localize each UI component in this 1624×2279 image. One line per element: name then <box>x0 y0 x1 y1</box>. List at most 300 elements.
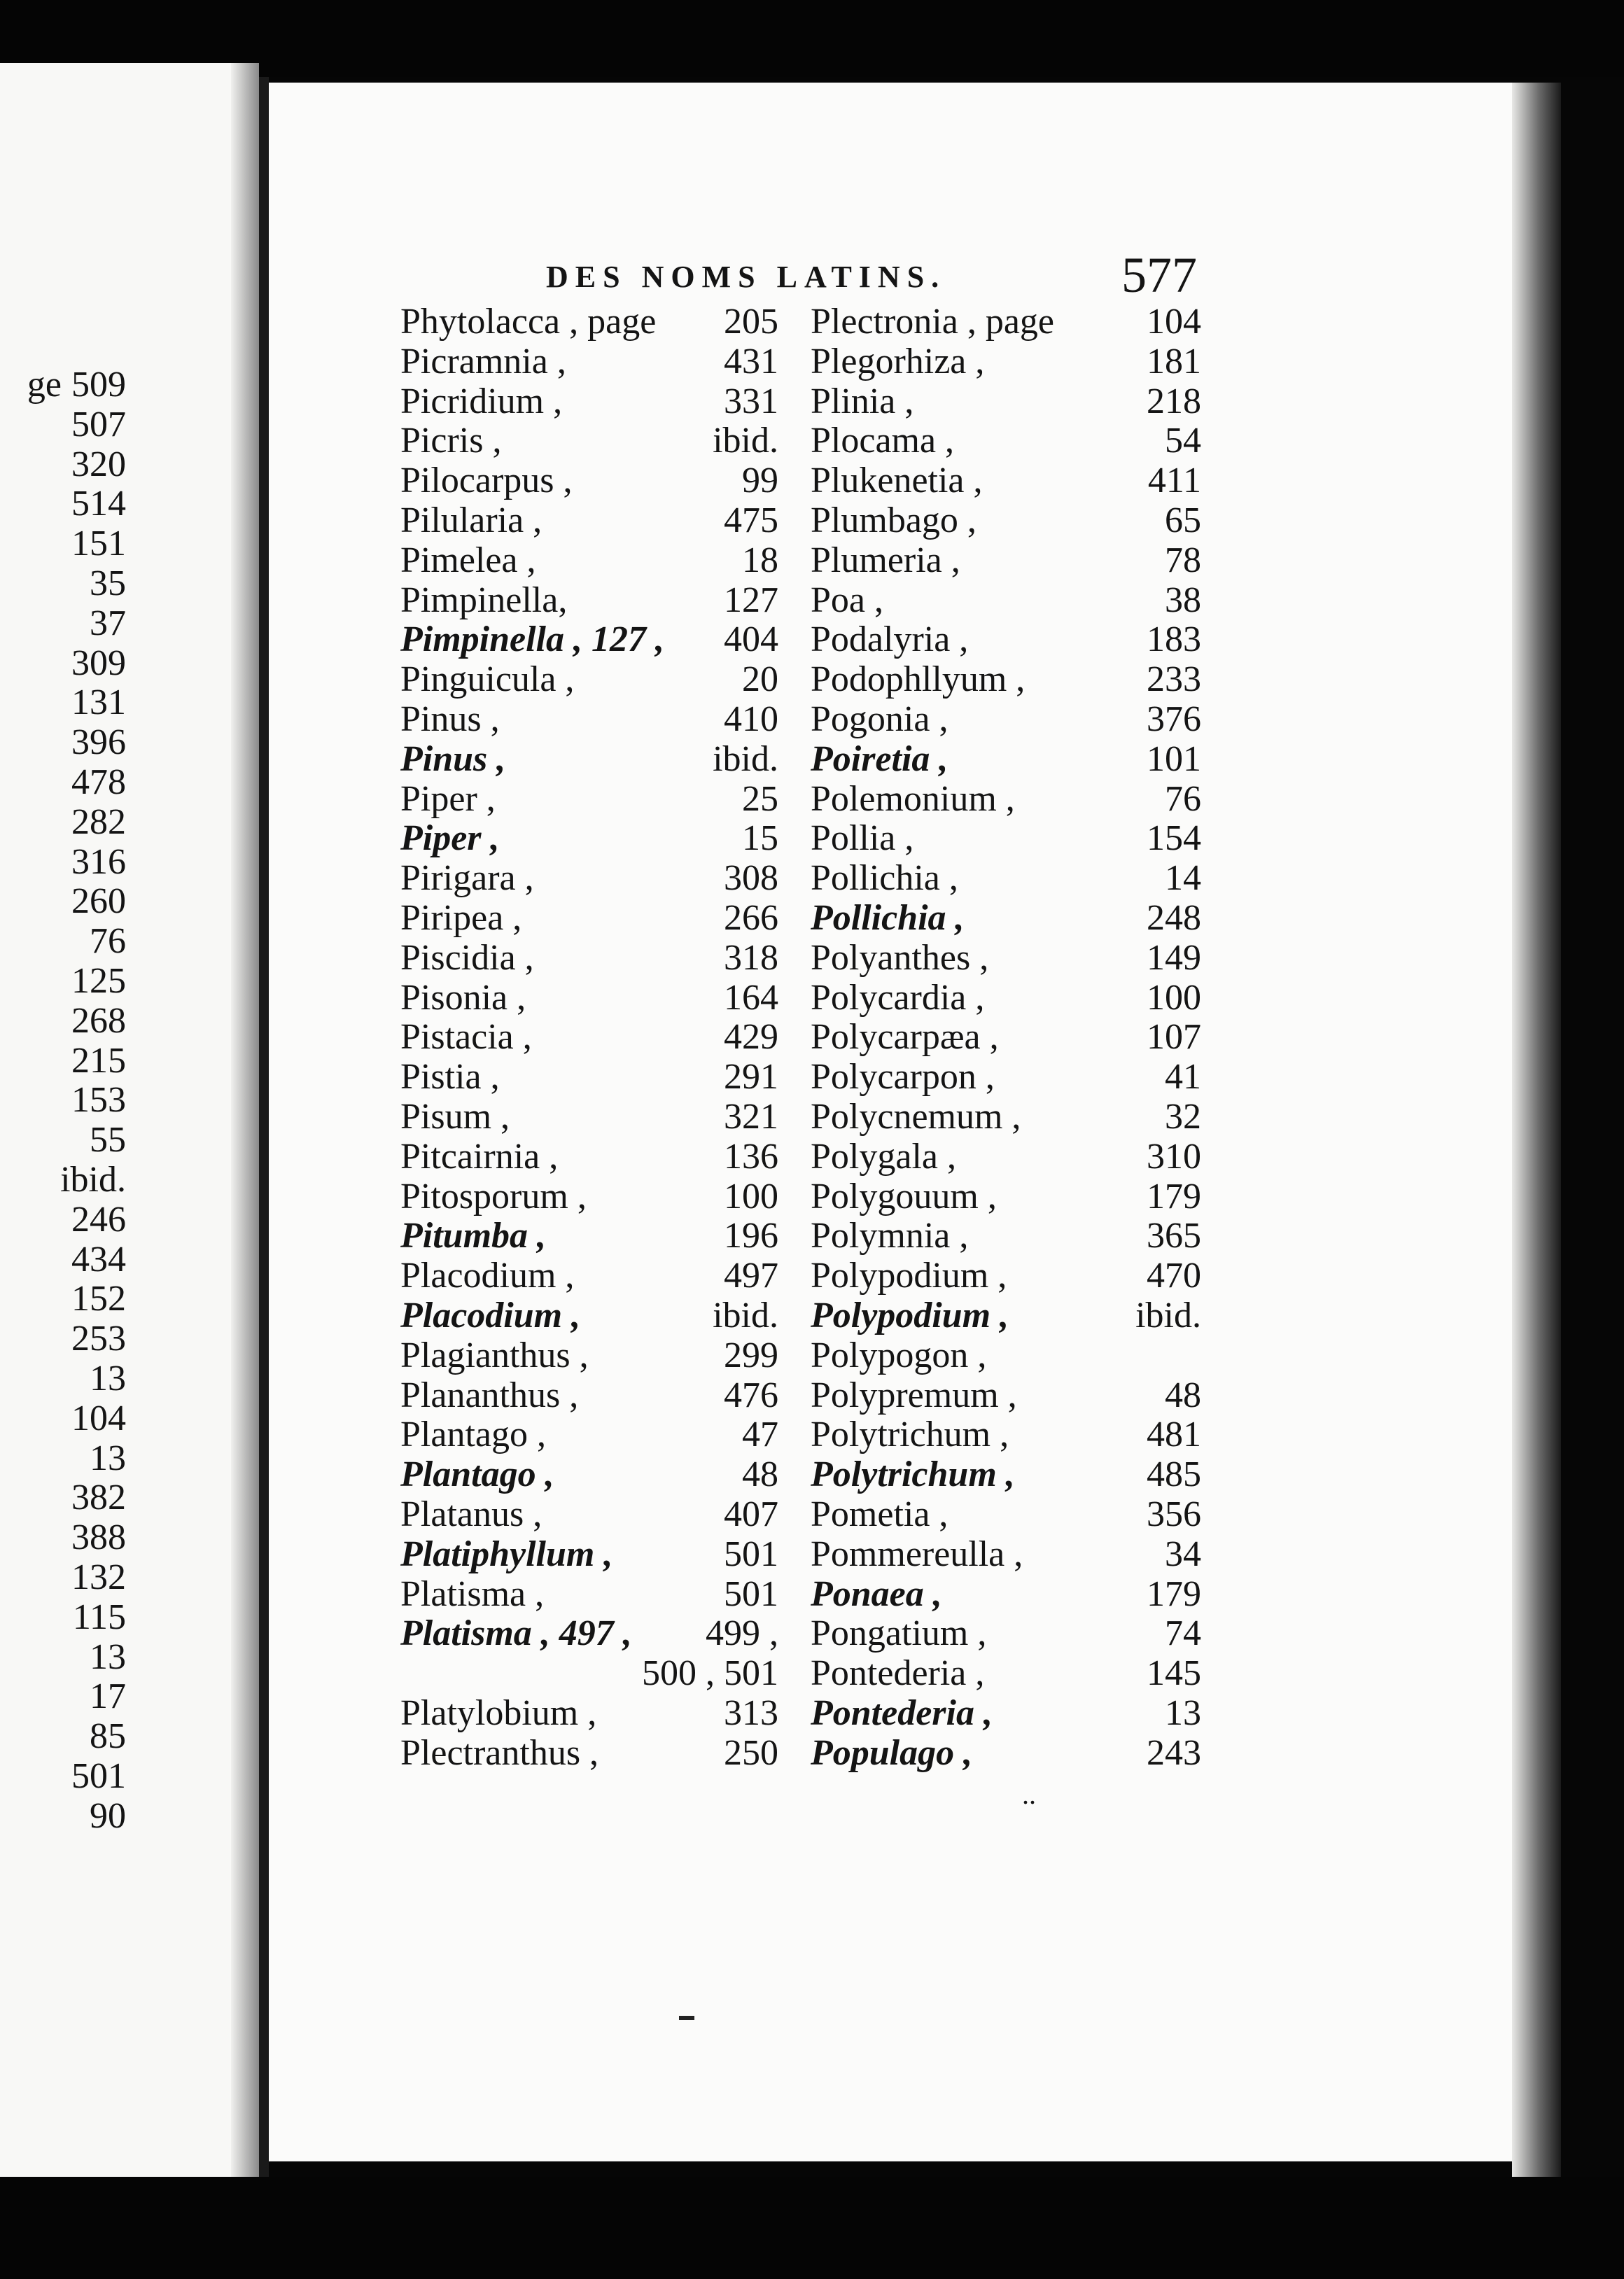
index-entry <box>400 1376 778 1416</box>
page-reference: 233 <box>1147 659 1201 700</box>
left-page-ref: 152 <box>71 1279 126 1319</box>
page-reference: 32 <box>1165 1096 1201 1137</box>
index-entry <box>811 979 1201 1018</box>
index-entry <box>400 382 778 422</box>
left-page-ref: 260 <box>71 881 126 922</box>
page-reference: 481 <box>1147 1415 1201 1455</box>
index-term: Plinia , <box>811 381 914 421</box>
index-entry <box>400 1535 778 1575</box>
index-term: Piper , <box>400 818 500 859</box>
index-entry <box>811 501 1201 541</box>
left-page-number <box>0 564 126 604</box>
left-page-number <box>0 484 126 524</box>
index-term: Pitosporum , <box>400 1176 587 1216</box>
index-term: Polypodium , <box>811 1256 1007 1296</box>
running-head: DES NOMS LATINS. <box>546 260 946 294</box>
index-entry <box>400 1455 778 1495</box>
page-reference: 404 <box>724 619 778 660</box>
left-page-ref: 90 <box>90 1795 126 1836</box>
index-entry <box>811 421 1201 461</box>
index-term: Platylobium , <box>400 1692 597 1733</box>
left-page-number <box>0 1399 126 1439</box>
index-term: Poiretia , <box>811 738 948 779</box>
index-entry <box>811 740 1201 780</box>
page-reference: 149 <box>1147 937 1201 978</box>
index-term: Plantago , <box>400 1454 554 1495</box>
left-page-ref: 13 <box>90 1438 126 1478</box>
left-page-ref: 13 <box>90 1358 126 1398</box>
index-entry <box>400 780 778 820</box>
index-term: Plumbago , <box>811 500 976 540</box>
page-reference: 15 <box>742 818 778 859</box>
index-term: Polycardia , <box>811 977 985 1018</box>
index-entry <box>400 939 778 979</box>
page-reference: 145 <box>1147 1653 1201 1694</box>
right-page-edge <box>1512 83 1561 2182</box>
left-page-number <box>0 1319 126 1359</box>
page-reference: 65 <box>1165 500 1201 540</box>
index-entry <box>400 1018 778 1058</box>
page-reference: 501 <box>724 1534 778 1574</box>
index-entry <box>811 620 1201 660</box>
index-entry <box>811 302 1201 342</box>
index-term: Pitumba , <box>400 1216 547 1256</box>
index-entry <box>400 1415 778 1455</box>
index-entry <box>811 1535 1201 1575</box>
page-reference: ibid. <box>1135 1295 1201 1335</box>
page-reference: 410 <box>724 699 778 739</box>
left-page-ref: 268 <box>71 1000 126 1041</box>
index-entry <box>811 819 1201 859</box>
index-entry <box>400 859 778 899</box>
index-term: Pilularia , <box>400 500 542 540</box>
index-entry <box>400 1734 778 1774</box>
index-term: Polycarpæa , <box>811 1017 999 1058</box>
left-page-number <box>0 1121 126 1160</box>
index-entry <box>400 979 778 1018</box>
left-page-partial-word: ge <box>27 365 62 405</box>
page-reference: 154 <box>1147 818 1201 859</box>
index-term: Plumeria , <box>811 540 960 580</box>
left-page-ref: 478 <box>71 762 126 802</box>
index-term: Pisum , <box>400 1096 510 1137</box>
book-gutter <box>259 77 269 2191</box>
left-page-number <box>0 763 126 803</box>
left-page-ref: 434 <box>71 1239 126 1279</box>
left-page-number <box>0 1200 126 1240</box>
index-entry <box>811 1098 1201 1137</box>
index-entry <box>400 1058 778 1098</box>
index-entry <box>400 581 778 621</box>
page-reference: 101 <box>1147 738 1201 779</box>
index-term: Placodium , <box>400 1295 581 1335</box>
index-entry <box>400 501 778 541</box>
index-term: Piripea , <box>400 897 522 938</box>
left-page-ref: 320 <box>71 444 126 484</box>
page-reference: 54 <box>1165 421 1201 461</box>
left-page-ref: 132 <box>71 1557 126 1597</box>
index-column-left <box>400 302 778 1773</box>
page-reference: 308 <box>724 858 778 899</box>
index-term: Platiphyllum , <box>400 1534 613 1574</box>
left-page-number <box>0 1081 126 1121</box>
left-page-ref: 85 <box>90 1716 126 1757</box>
index-term: Polygala , <box>811 1136 956 1177</box>
index-entry <box>400 1694 778 1734</box>
page-reference: 331 <box>724 381 778 421</box>
left-page-number <box>0 1279 126 1319</box>
index-entry <box>811 1654 1201 1694</box>
index-term: Pollichia , <box>811 858 958 899</box>
left-page-number <box>0 723 126 763</box>
index-term: Polypremum , <box>811 1375 1017 1415</box>
left-page-number <box>0 1638 126 1678</box>
index-entry <box>811 541 1201 581</box>
page-reference: 100 <box>1147 977 1201 1018</box>
page-reference: ibid. <box>713 421 778 461</box>
page-reference: 266 <box>724 897 778 938</box>
page-reference: 485 <box>1147 1454 1201 1495</box>
index-entry <box>811 461 1201 501</box>
index-term: Pimelea , <box>400 540 536 580</box>
index-entry <box>811 859 1201 899</box>
page-reference: 47 <box>742 1415 778 1455</box>
left-page-number <box>0 1359 126 1399</box>
left-page-ref: 507 <box>71 404 126 444</box>
index-term: Piscidia , <box>400 937 534 978</box>
index-term: Polytrichum , <box>811 1415 1009 1455</box>
left-page-numbers <box>0 365 126 1836</box>
index-entry <box>400 899 778 939</box>
page-reference: 25 <box>742 778 778 819</box>
left-page-number <box>0 1478 126 1518</box>
left-page-ref: 316 <box>71 841 126 882</box>
page-reference: 100 <box>724 1176 778 1216</box>
index-entry <box>811 1376 1201 1416</box>
page-reference: 248 <box>1147 897 1201 938</box>
index-term: Pimpinella , 127 , <box>400 619 664 660</box>
index-entry <box>811 899 1201 939</box>
page-reference: 164 <box>724 977 778 1018</box>
page-reference: 310 <box>1147 1136 1201 1177</box>
index-term: Pollichia , <box>811 897 965 938</box>
index-term: Platisma , 497 , <box>400 1613 632 1654</box>
index-entry <box>400 740 778 780</box>
left-page-number <box>0 962 126 1002</box>
index-entry <box>400 1098 778 1137</box>
index-entry <box>400 461 778 501</box>
index-term: Polypodium , <box>811 1295 1009 1335</box>
left-page-number <box>0 882 126 922</box>
index-term: Polycnemum , <box>811 1096 1021 1137</box>
index-entry <box>811 1177 1201 1217</box>
left-page-number <box>0 365 126 405</box>
index-term: Pistia , <box>400 1057 500 1098</box>
left-page-ref: 151 <box>71 524 126 564</box>
left-page-ref: 514 <box>71 484 126 524</box>
index-term: Piper , <box>400 778 496 819</box>
page-reference: 99 <box>742 461 778 501</box>
index-entry <box>400 541 778 581</box>
scan-border-bottom <box>0 2177 1624 2279</box>
page-reference: 183 <box>1147 619 1201 660</box>
index-term: Podalyria , <box>811 619 969 660</box>
page-reference: 181 <box>1147 341 1201 381</box>
left-page-number <box>0 1797 126 1837</box>
left-page-number <box>0 803 126 843</box>
index-term: Pimpinella, <box>400 580 568 620</box>
index-term: Polypogon , <box>811 1335 987 1375</box>
left-page-ref: 153 <box>71 1080 126 1121</box>
index-term: Pontederia , <box>811 1653 985 1694</box>
left-page-ref: 17 <box>90 1676 126 1717</box>
left-page-number <box>0 1002 126 1042</box>
left-page-ref: 246 <box>71 1199 126 1240</box>
index-term: Pisonia , <box>400 977 526 1018</box>
index-term: Pometia , <box>811 1494 948 1534</box>
index-term: Pollia , <box>811 818 914 859</box>
left-page-number <box>0 1717 126 1757</box>
page-reference: 313 <box>724 1692 778 1733</box>
index-entry <box>811 1018 1201 1058</box>
page-reference: 78 <box>1165 540 1201 580</box>
index-entry <box>811 1614 1201 1654</box>
index-term: Plectranthus , <box>400 1732 599 1773</box>
page-reference: 499 , <box>706 1613 778 1654</box>
left-page-number <box>0 1558 126 1598</box>
left-page-number <box>0 1042 126 1081</box>
page-reference: 48 <box>1165 1375 1201 1415</box>
index-entry <box>811 939 1201 979</box>
left-page-number <box>0 843 126 883</box>
page-reference: 14 <box>1165 858 1201 899</box>
index-entry <box>811 1216 1201 1256</box>
index-entry <box>811 1415 1201 1455</box>
index-term: Pongatium , <box>811 1613 987 1654</box>
index-entry <box>811 1694 1201 1734</box>
page-reference: 179 <box>1147 1176 1201 1216</box>
index-term: Pogonia , <box>811 699 948 739</box>
index-term: Plananthus , <box>400 1375 579 1415</box>
index-term: Platanus , <box>400 1494 542 1534</box>
page-header <box>546 246 1197 309</box>
index-term: Pistacia , <box>400 1017 532 1058</box>
page-dash-mark <box>679 2016 694 2020</box>
index-term: Pommereulla , <box>811 1534 1023 1574</box>
left-page-ref: 115 <box>72 1597 126 1637</box>
left-page-number <box>0 604 126 644</box>
index-entry <box>400 1256 778 1296</box>
page-reference: 429 <box>724 1017 778 1058</box>
page-reference: ibid. <box>713 1295 778 1335</box>
index-term: Picramnia , <box>400 341 566 381</box>
index-entry <box>811 700 1201 740</box>
left-page-ref: 76 <box>90 921 126 962</box>
index-entry <box>400 421 778 461</box>
index-entry <box>400 1575 778 1615</box>
index-entry <box>811 1058 1201 1098</box>
page-reference: 411 <box>1147 461 1201 501</box>
left-page-number <box>0 922 126 962</box>
left-page-edge <box>231 63 259 2191</box>
index-term: Polygouum , <box>811 1176 997 1216</box>
index-term: Plantago , <box>400 1415 546 1455</box>
index-term: Pitcairnia , <box>400 1136 559 1177</box>
index-entry <box>400 1296 778 1336</box>
page-reference: 38 <box>1165 580 1201 620</box>
index-term: Picris , <box>400 421 502 461</box>
index-term: Pinus , <box>400 699 500 739</box>
left-page-number <box>0 683 126 723</box>
page-reference: 107 <box>1147 1017 1201 1058</box>
index-term: Picridium , <box>400 381 563 421</box>
index-term: Pilocarpus , <box>400 461 573 501</box>
index-entry <box>811 1495 1201 1535</box>
page-reference: 76 <box>1165 778 1201 819</box>
page-reference: 321 <box>724 1096 778 1137</box>
left-page-ref: 382 <box>71 1478 126 1518</box>
page-reference: 356 <box>1147 1494 1201 1534</box>
index-entry <box>400 1177 778 1217</box>
page-reference: 205 <box>724 302 778 342</box>
index-term: Pinus , <box>400 738 506 779</box>
page-reference: 74 <box>1165 1613 1201 1654</box>
index-entry <box>400 1137 778 1177</box>
page-reference: 476 <box>724 1375 778 1415</box>
left-page-number <box>0 1757 126 1797</box>
left-page-number <box>0 445 126 485</box>
index-entry <box>811 581 1201 621</box>
page-reference: 470 <box>1147 1256 1201 1296</box>
index-term: Plocama , <box>811 421 955 461</box>
index-term: Polycarpon , <box>811 1057 995 1098</box>
left-page-ref: 501 <box>71 1755 126 1796</box>
left-page-ref: 55 <box>90 1120 126 1160</box>
index-entry <box>811 382 1201 422</box>
left-page-number <box>0 644 126 684</box>
index-term: Plectronia , page <box>811 302 1054 342</box>
page-reference: 218 <box>1147 381 1201 421</box>
index-term: Plukenetia , <box>811 461 983 501</box>
left-page-ref: 37 <box>90 603 126 643</box>
left-page-ref: 104 <box>71 1398 126 1438</box>
index-entry <box>811 342 1201 382</box>
left-page-number <box>0 1518 126 1558</box>
page-reference: 243 <box>1147 1732 1201 1773</box>
index-term: Polymnia , <box>811 1216 969 1256</box>
left-page-ref: 282 <box>71 801 126 842</box>
left-page-ref: 388 <box>71 1517 126 1558</box>
index-entry <box>400 660 778 700</box>
page-reference: 41 <box>1165 1057 1201 1098</box>
left-page-number <box>0 524 126 564</box>
page-reference: 179 <box>1147 1573 1201 1614</box>
left-page-number <box>0 1439 126 1479</box>
left-page-number <box>0 1160 126 1200</box>
index-term: Phytolacca , page <box>400 302 657 342</box>
page-reference: 250 <box>724 1732 778 1773</box>
page-reference: 431 <box>724 341 778 381</box>
index-entry <box>400 302 778 342</box>
index-entry <box>400 1495 778 1535</box>
page-reference: 501 <box>724 1573 778 1614</box>
page-reference: 20 <box>742 659 778 700</box>
index-entry <box>400 700 778 740</box>
page-reference: 13 <box>1165 1692 1201 1733</box>
index-entry <box>400 1216 778 1256</box>
page-reference: 127 <box>724 580 778 620</box>
page-reference: 34 <box>1165 1534 1201 1574</box>
index-entry <box>811 1575 1201 1615</box>
left-page-ref: 125 <box>71 960 126 1001</box>
left-page-ref: 35 <box>90 563 126 603</box>
index-term: Platisma , <box>400 1573 545 1614</box>
left-page-ref: ibid. <box>60 1159 126 1200</box>
page-reference: 48 <box>742 1454 778 1495</box>
index-entry <box>400 620 778 660</box>
page-reference: 500 , 501 <box>642 1653 778 1694</box>
page-reference: 291 <box>724 1057 778 1098</box>
page-reference: 365 <box>1147 1216 1201 1256</box>
index-term: Populago , <box>811 1732 973 1773</box>
index-entry <box>811 660 1201 700</box>
left-page-ref: 509 <box>71 365 126 405</box>
index-entry <box>811 1296 1201 1336</box>
index-entry <box>811 1455 1201 1495</box>
index-column-right <box>811 302 1201 1773</box>
index-term: Polytrichum , <box>811 1454 1015 1495</box>
index-term: Ponaea , <box>811 1573 942 1614</box>
left-page-number <box>0 1598 126 1638</box>
index-entry <box>400 342 778 382</box>
index-term: Pontederia , <box>811 1692 993 1733</box>
index-term: Plagianthus , <box>400 1335 589 1375</box>
index-term: Polemonium , <box>811 778 1015 819</box>
left-page-ref: 13 <box>90 1636 126 1677</box>
page-reference: 196 <box>724 1216 778 1256</box>
index-entry <box>400 1336 778 1376</box>
index-entry <box>811 1336 1201 1376</box>
page-reference: 318 <box>724 937 778 978</box>
page-reference: 104 <box>1147 302 1201 342</box>
page-reference: 299 <box>724 1335 778 1375</box>
left-page-number <box>0 1240 126 1280</box>
index-entry <box>400 819 778 859</box>
left-page <box>0 63 245 2191</box>
page-reference: 18 <box>742 540 778 580</box>
index-entry <box>811 1256 1201 1296</box>
page-reference: 497 <box>724 1256 778 1296</box>
page-reference: 376 <box>1147 699 1201 739</box>
index-term: Poa , <box>811 580 883 620</box>
index-entry <box>811 1137 1201 1177</box>
left-page-number <box>0 405 126 445</box>
page-reference: 407 <box>724 1494 778 1534</box>
left-page-ref: 215 <box>71 1040 126 1081</box>
index-entry <box>400 1654 778 1694</box>
index-term: Pirigara , <box>400 858 534 899</box>
page-reference: 475 <box>724 500 778 540</box>
index-term: Placodium , <box>400 1256 575 1296</box>
index-entry <box>400 1614 778 1654</box>
page-reference: ibid. <box>713 738 778 779</box>
page-reference: 136 <box>724 1136 778 1177</box>
left-page-number <box>0 1677 126 1717</box>
footer-mark: .. <box>1022 1779 1036 1810</box>
left-page-ref: 396 <box>71 722 126 763</box>
index-entry <box>811 1734 1201 1774</box>
index-term: Podophllyum , <box>811 659 1026 700</box>
